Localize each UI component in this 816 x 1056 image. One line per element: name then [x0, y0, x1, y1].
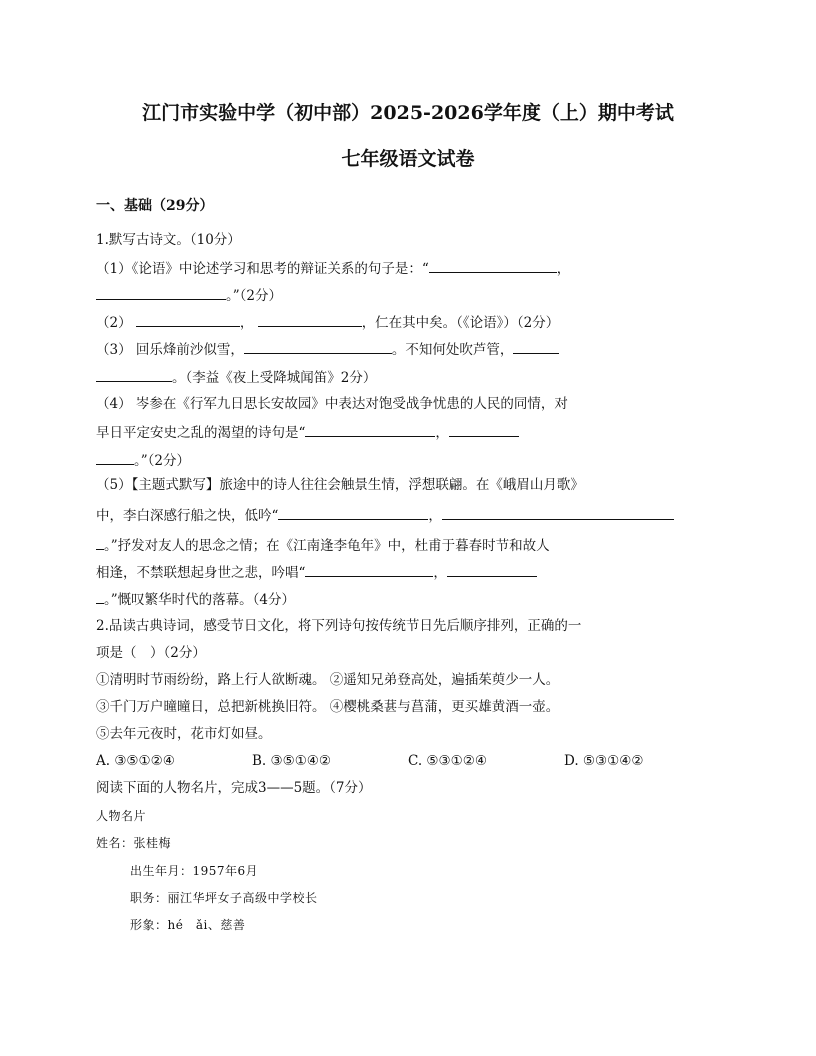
answer-blank[interactable]	[429, 258, 557, 273]
q1-item5-line5	[96, 589, 295, 609]
q1-item3-line1	[96, 339, 559, 359]
answer-blank[interactable]	[258, 312, 362, 327]
q2-option-b[interactable]: B. ③⑤①④②	[252, 753, 332, 769]
q1-item2-line	[96, 312, 559, 332]
answer-blank[interactable]	[96, 285, 226, 300]
answer-blank[interactable]	[96, 589, 104, 604]
q1-item5-text-d: 。”抒发对友人的思念之情；在《江南逢李龟年》中，杜甫于暮春时节和故人	[104, 538, 550, 554]
q1-item1-line1	[96, 258, 570, 278]
answer-blank[interactable]	[96, 535, 104, 550]
q1-item4-text-c: ，	[435, 425, 449, 441]
question-2-stem-line1: 2.品读古典诗词，感受节日文化，将下列诗句按传统节日先后顺序排列，正确的一	[96, 618, 582, 634]
q1-item4-line1: （4） 岑参在《行军九日思长安故园》中表达对饱受战争忧患的人民的同情，对	[96, 396, 568, 412]
question-2-stem-line2: 项是（ ）（2分）	[96, 645, 206, 661]
q1-item5-line3	[96, 535, 550, 555]
q1-item5-text-g: 。”慨叹繁华时代的落幕。（4分）	[104, 592, 295, 608]
answer-blank[interactable]	[442, 505, 674, 520]
q1-item5-line2	[96, 505, 674, 525]
q1-item3-line2	[96, 367, 376, 387]
q1-item3-text-a: （3） 回乐烽前沙似雪，	[96, 342, 244, 358]
q1-item4-text-d: 。”（2分）	[134, 453, 190, 469]
profile-job: 职务：丽江华坪女子高级中学校长	[130, 891, 318, 905]
q1-item4-line2	[96, 422, 519, 442]
q1-item5-text-e: 相逢，不禁联想起身世之悲，吟唱“	[96, 565, 306, 581]
q1-item3-text-b: 。不知何处吹芦管，	[391, 342, 514, 358]
q1-item2-text-a: （2）	[96, 315, 132, 331]
q2-poem-line2: ③千门万户曈曈日，总把新桃换旧符。 ④樱桃桑葚与菖蒲，更买雄黄酒一壶。	[96, 699, 560, 715]
answer-blank[interactable]	[449, 422, 519, 437]
exam-title-line1: 江门市实验中学（初中部）2025-2026学年度（上）期中考试	[142, 102, 674, 124]
reading-intro: 阅读下面的人物名片，完成3——5题。（7分）	[96, 780, 372, 796]
question-1-stem: 1.默写古诗文。（10分）	[96, 232, 241, 248]
q1-item5-text-b: 中，李白深感行船之快，低吟“	[96, 508, 279, 524]
answer-blank[interactable]	[96, 367, 172, 382]
q1-item5-text-f: ，	[433, 565, 447, 581]
profile-name: 姓名：张桂梅	[96, 836, 172, 850]
q2-option-a[interactable]: A. ③⑤①②④	[96, 753, 175, 769]
answer-blank[interactable]	[305, 562, 433, 577]
answer-blank[interactable]	[278, 505, 428, 520]
q1-item5-text-c: ，	[428, 508, 442, 524]
answer-blank[interactable]	[447, 562, 537, 577]
q1-item4-line3	[96, 450, 190, 470]
profile-image: 形象：hé ǎi、慈善	[130, 918, 246, 932]
section-heading-basics: 一、基础（29分）	[96, 198, 214, 214]
q1-item1-line2	[96, 285, 282, 305]
q1-item5-line1: （5）【主题式默写】旅途中的诗人往往会触景生情，浮想联翩。在《峨眉山月歌》	[96, 477, 584, 493]
exam-title-line2: 七年级语文试卷	[341, 148, 475, 170]
q1-item5-line4	[96, 562, 537, 582]
q1-item3-text-c: 。（李益《夜上受降城闻笛》2分）	[172, 370, 377, 386]
answer-blank[interactable]	[513, 339, 559, 354]
q1-item2-text-b: ，	[239, 315, 254, 331]
answer-blank[interactable]	[96, 450, 134, 465]
q2-poem-line1: ①清明时节雨纷纷，路上行人欲断魂。 ②遥知兄弟登高处，遍插茱萸少一人。	[96, 672, 560, 688]
q1-item1-text-c: 。”（2分）	[226, 288, 282, 304]
answer-blank[interactable]	[244, 339, 392, 354]
q1-item1-text-b: ，	[556, 261, 571, 277]
q1-item4-text-b: 早日平定安史之乱的渴望的诗句是“	[96, 425, 306, 441]
answer-blank[interactable]	[136, 312, 240, 327]
q1-item1-text-a: （1）《论语》中论述学习和思考的辩证关系的句子是：“	[96, 261, 429, 277]
q1-item2-text-c: ，仁在其中矣。（《论语》）（2分）	[361, 315, 560, 331]
q2-poem-line3: ⑤去年元夜时，花市灯如昼。	[96, 726, 272, 742]
profile-card-title: 人物名片	[96, 809, 147, 823]
answer-blank[interactable]	[305, 422, 435, 437]
q2-option-c[interactable]: C. ⑤③①②④	[408, 753, 487, 769]
profile-birth: 出生年月：1957年6月	[130, 864, 259, 878]
q2-option-d[interactable]: D. ⑤③①④②	[564, 753, 644, 769]
